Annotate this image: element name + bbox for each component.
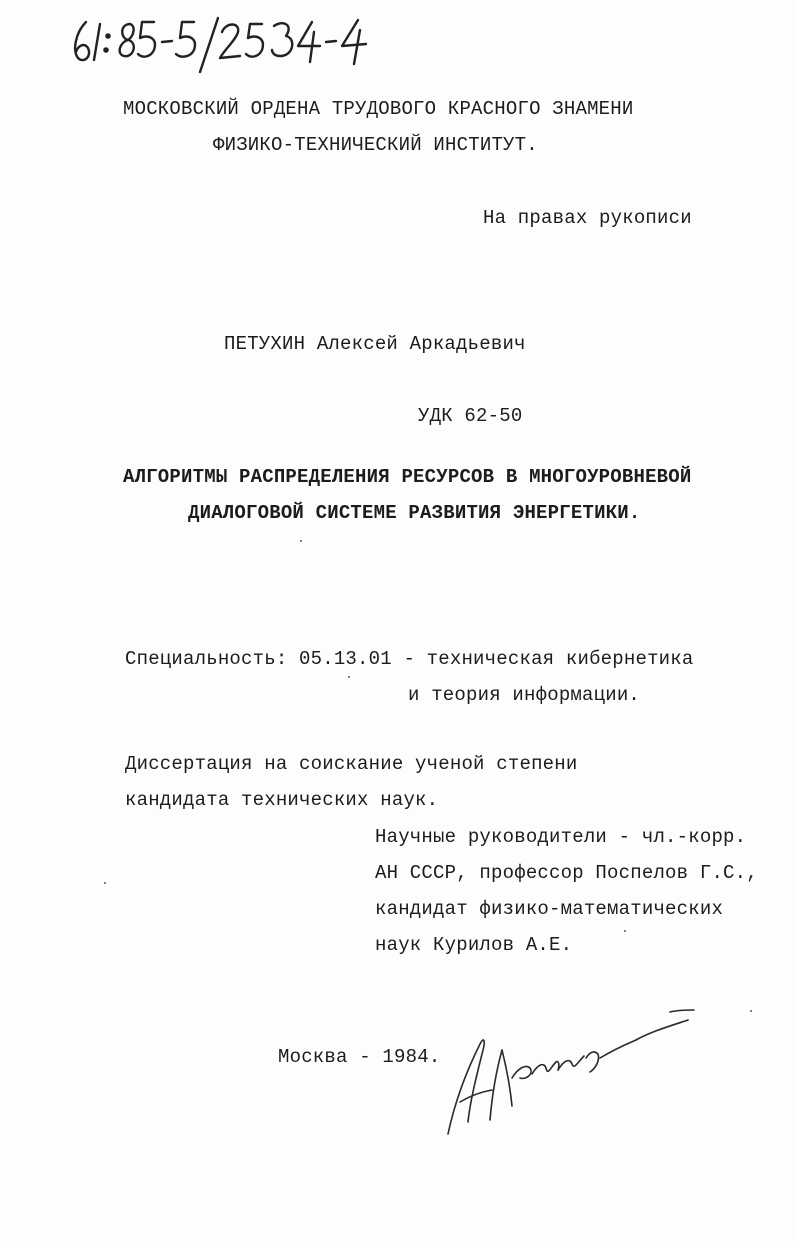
- paper-speck: [104, 882, 106, 884]
- thesis-title-line2: ДИАЛОГОВОЙ СИСТЕМЕ РАЗВИТИЯ ЭНЕРГЕТИКИ.: [188, 502, 641, 524]
- handwritten-archive-number: [68, 14, 378, 78]
- supervisors-line1: Научные руководители - чл.-корр.: [375, 826, 747, 848]
- specialty-line2: и теория информации.: [408, 684, 641, 706]
- institute-name-line2: ФИЗИКО-ТЕХНИЧЕСКИЙ ИНСТИТУТ.: [213, 134, 538, 156]
- place-and-year: Москва - 1984.: [278, 1046, 441, 1068]
- supervisors-line3: кандидат физико-математических: [375, 898, 724, 920]
- author-name: ПЕТУХИН Алексей Аркадьевич: [224, 333, 526, 355]
- paper-speck: [300, 540, 302, 542]
- degree-line1: Диссертация на соискание ученой степени: [125, 753, 578, 775]
- thesis-title-line1: АЛГОРИТМЫ РАСПРЕДЕЛЕНИЯ РЕСУРСОВ В МНОГОУРОВНЕВОЙ: [123, 466, 692, 488]
- udc-code: УДК 62-50: [418, 405, 523, 427]
- supervisors-line2: АН СССР, профессор Поспелов Г.С.,: [375, 862, 758, 884]
- paper-speck: [348, 676, 350, 678]
- author-signature: [440, 1006, 700, 1146]
- manuscript-note: На правах рукописи: [483, 207, 692, 229]
- supervisors-line4: наук Курилов А.Е.: [375, 934, 573, 956]
- paper-speck: [624, 930, 626, 932]
- paper-speck: [750, 1010, 752, 1012]
- specialty-line1: Специальность: 05.13.01 - техническая кибернетика: [125, 648, 694, 670]
- institute-name-line1: МОСКОВСКИЙ ОРДЕНА ТРУДОВОГО КРАСНОГО ЗНАМЕНИ: [123, 98, 634, 120]
- degree-line2: кандидата технических наук.: [125, 789, 439, 811]
